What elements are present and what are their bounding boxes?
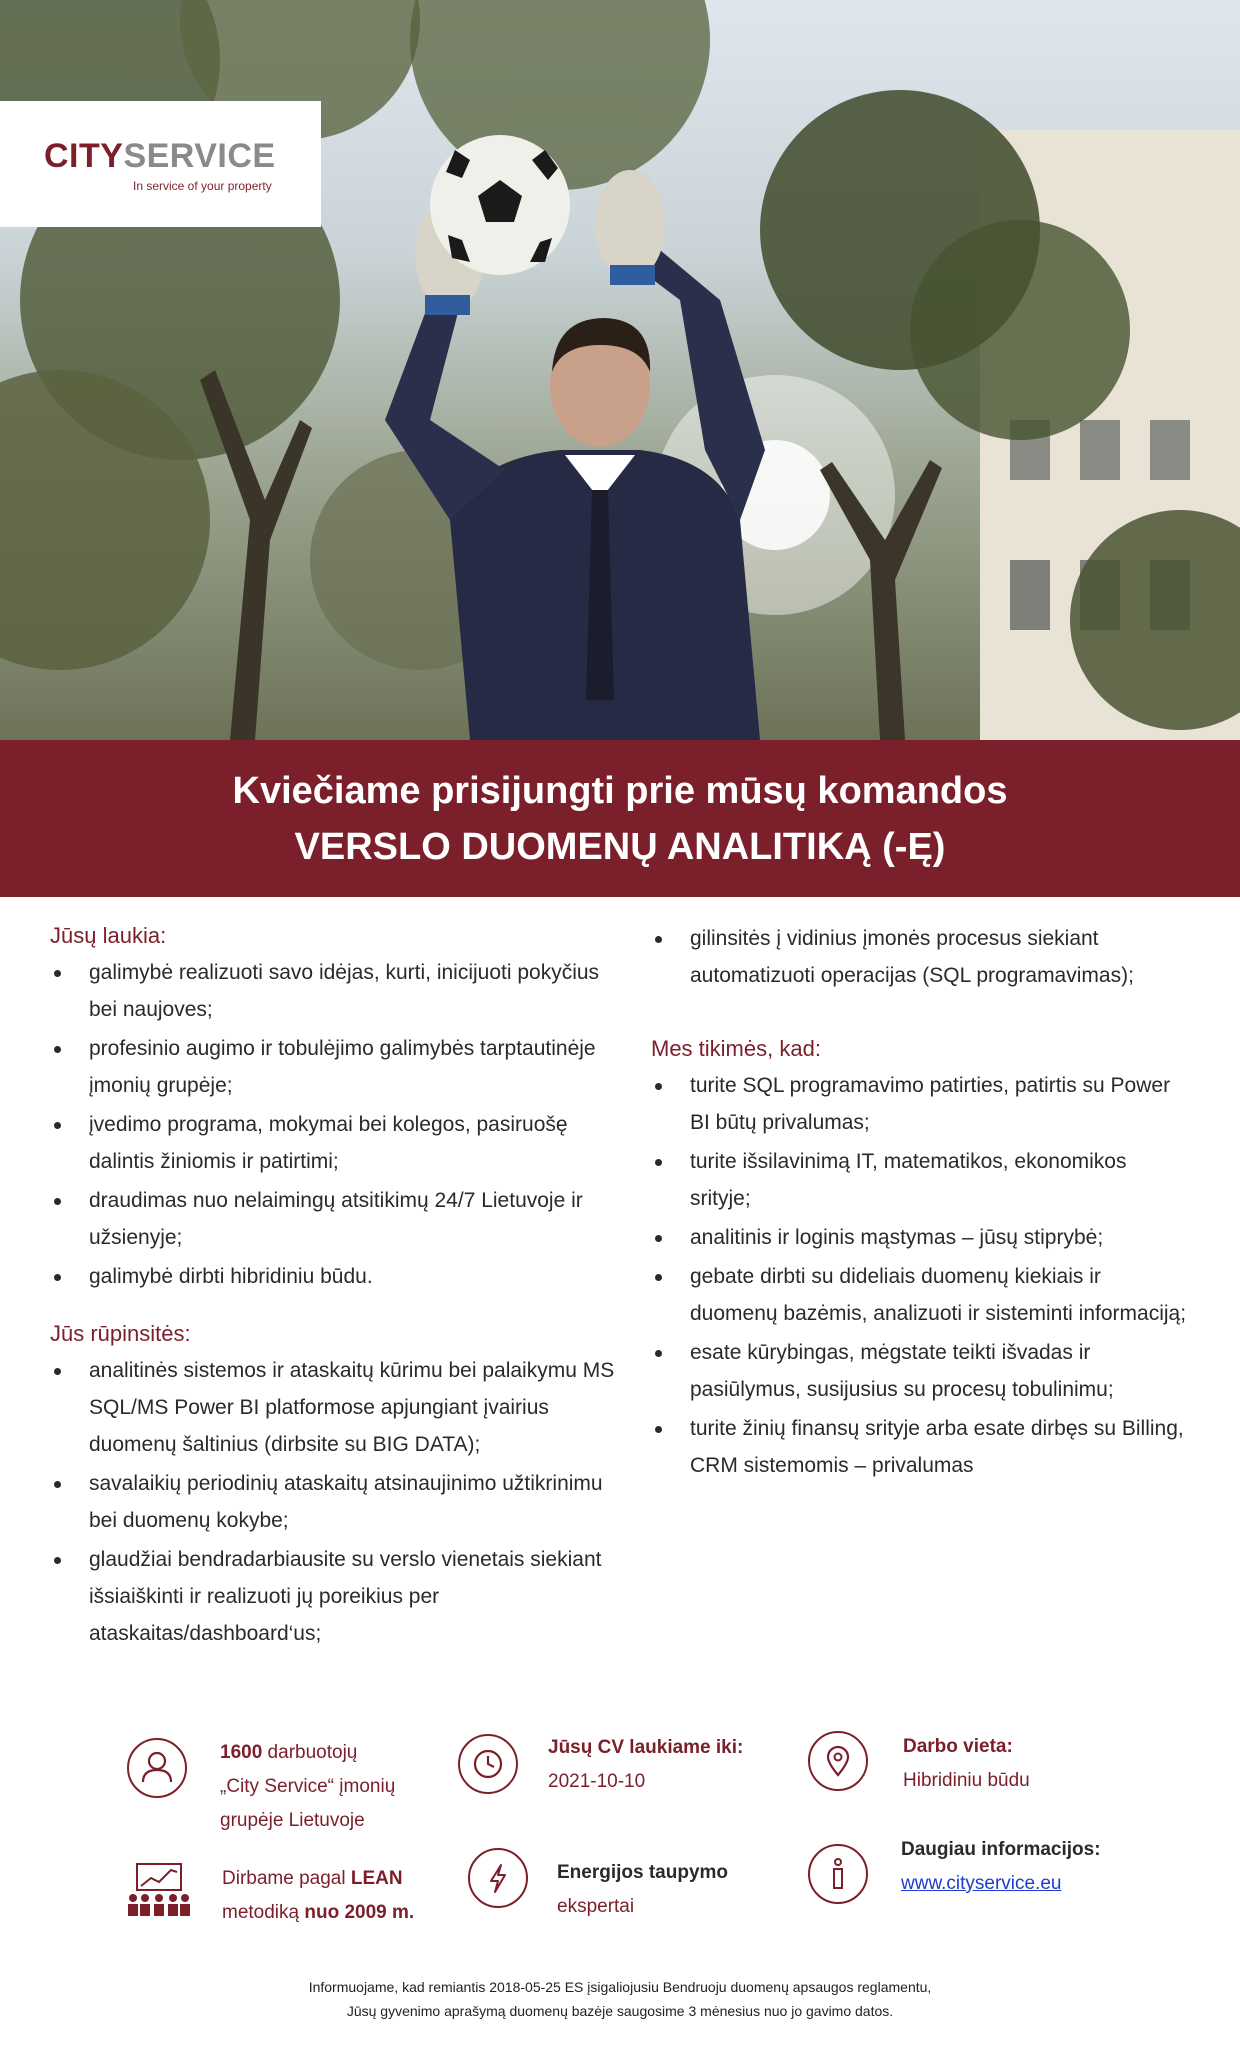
person-icon [127, 1738, 187, 1798]
duties-list-continued [651, 920, 1191, 994]
list-item: draudimas nuo nelaimingų atsitikimų 24/7 Lietuvoje ir užsienyje; [50, 1182, 625, 1256]
list-item: profesinio augimo ir tobulėjimo galimybės tarptautinėje įmonių grupėje; [50, 1030, 625, 1104]
employees-line3: grupėje Lietuvoje [220, 1810, 365, 1831]
location-info [903, 1730, 1153, 1798]
list-item: įvedimo programa, mokymai bei kolegos, pasiruošę dalintis žiniomis ir patirtimi; [50, 1106, 625, 1180]
list-item: savalaikių periodinių ataskaitų atsinaujinimo užtikrinimu bei duomenų kokybe; [50, 1465, 625, 1539]
gdpr-notice [0, 1975, 1240, 2023]
gdpr-line2: Jūsų gyvenimo aprašymą duomenų bazėje saugosime 3 mėnesius nuo jo gavimo datos. [346, 2003, 894, 2019]
list-item: turite išsilavinimą IT, matematikos, ekonomikos srityje; [651, 1143, 1191, 1217]
lean-line1: Dirbame pagal LEAN [222, 1868, 403, 1889]
duties-title: Jūs rūpinsitės: [50, 1321, 191, 1346]
energy-info [557, 1856, 807, 1924]
headline-banner [0, 740, 1240, 897]
location-value: Hibridiniu būdu [903, 1770, 1030, 1791]
info-icon [808, 1844, 868, 1904]
more-info [901, 1833, 1201, 1901]
more-label: Daugiau informacijos: [901, 1839, 1101, 1860]
list-item: glaudžiai bendradarbiausite su verslo vienetais siekiant išsiaiškinti ir realizuoti jų poreikius per ataskaitas/dashboard‘us; [50, 1541, 625, 1652]
list-item: analitinės sistemos ir ataskaitų kūrimu bei palaikymu MS SQL/MS Power BI platformose apjungiant įvairius duomenų šaltinius (dirbsite su BIG DATA); [50, 1352, 625, 1463]
list-item: analitinis ir loginis mąstymas – jūsų stiprybė; [651, 1219, 1191, 1256]
job-title: VERSLO DUOMENŲ ANALITIKĄ (-Ę) [294, 826, 946, 868]
location-label: Darbo vieta: [903, 1736, 1013, 1757]
list-item: gilinsitės į vidinius įmonės procesus siekiant automatizuoti operacijas (SQL programavimas); [651, 920, 1191, 994]
deadline-label: Jūsų CV laukiame iki: [548, 1737, 744, 1758]
list-item: galimybė realizuoti savo idėjas, kurti, inicijuoti pokyčius bei naujoves; [50, 954, 625, 1028]
expect-title: Mes tikimės, kad: [651, 1036, 821, 1061]
duties-list [50, 1352, 625, 1652]
employees-line1: 1600 darbuotojų [220, 1742, 358, 1763]
company-logo [0, 101, 321, 227]
headline-invite: Kviečiame prisijungti prie mūsų komandos [232, 770, 1008, 812]
left-column [50, 917, 625, 1672]
clock-icon [458, 1734, 518, 1794]
right-column [651, 920, 1191, 1504]
energy-value: ekspertai [557, 1896, 635, 1917]
deadline-value: 2021-10-10 [548, 1771, 646, 1792]
list-item: esate kūrybingas, mėgstate teikti išvadas ir pasiūlymus, susijusius su procesų tobulinimu; [651, 1334, 1191, 1408]
offer-title: Jūsų laukia: [50, 923, 167, 948]
lean-line2: metodiką nuo 2009 m. [222, 1902, 415, 1923]
offer-list [50, 954, 625, 1295]
list-item: turite SQL programavimo patirties, patirtis su Power BI būtų privalumas; [651, 1067, 1191, 1141]
logo-tagline: In service of your property [133, 179, 272, 193]
location-pin-icon [808, 1731, 868, 1791]
logo-wordmark: CITYSERVICE [44, 137, 276, 175]
employees-line2: „City Service“ įmonių [220, 1776, 396, 1797]
expect-list [651, 1067, 1191, 1484]
gdpr-line1: Informuojame, kad remiantis 2018-05-25 ES įsigaliojusiu Bendruoju duomenų apsaugos reglamentu, [308, 1979, 932, 1995]
list-item: turite žinių finansų srityje arba esate dirbęs su Billing, CRM sistemomis – privalumas [651, 1410, 1191, 1484]
more-link-wrap [901, 1867, 1201, 1901]
list-item: gebate dirbti su dideliais duomenų kiekiais ir duomenų bazėmis, analizuoti ir sisteminti informaciją; [651, 1258, 1191, 1332]
hero-photo [0, 0, 1240, 740]
deadline-info [548, 1731, 798, 1799]
presentation-chart-icon [125, 1862, 193, 1918]
lean-info [222, 1862, 472, 1930]
lightning-icon [468, 1848, 528, 1908]
energy-label: Energijos taupymo [557, 1862, 729, 1883]
employees-info [220, 1736, 460, 1838]
list-item: galimybė dirbti hibridiniu būdu. [50, 1258, 625, 1295]
website-link[interactable]: www.cityservice.eu [901, 1873, 1062, 1894]
